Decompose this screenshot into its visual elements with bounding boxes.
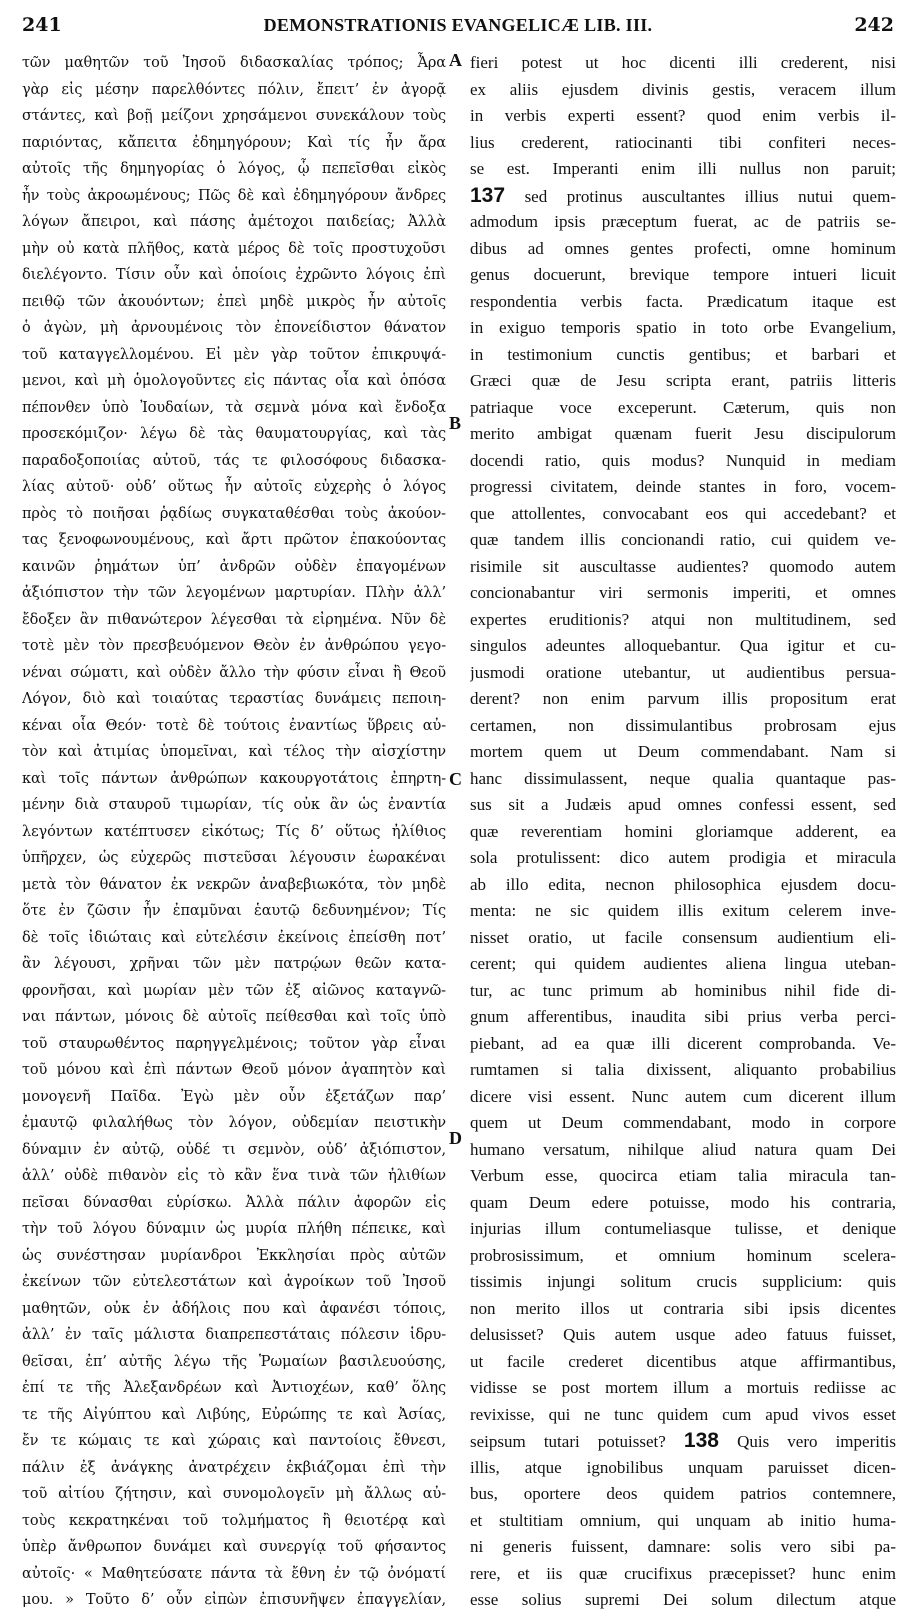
greek-line: μου. » Τοῦτο δ’ οὖν εἰπὼν ἐπισυνῆψεν ἐπαγγελίαν, <box>22 1592 446 1608</box>
greek-line: παριόντας, κἄπειτα ἐδημηγόρουν; Καὶ τίς ἦν ἄρα <box>22 134 446 151</box>
greek-line: πεῖσαι δύνασθαι εὑρίσκω. Ἀλλὰ πάλιν ἀφορῶν εἰς <box>22 1194 446 1211</box>
latin-line: cerent; qui quidem audientes aliena lingua uteban- <box>470 954 896 973</box>
latin-line: vidisse se post mortem illum a mortuis rediisse ac <box>470 1378 896 1397</box>
greek-line: λίας αὐτοῦ· οὐδ’ οὕτως ἦν αὐτοῖς εὐχερὴς ὁ λόγος <box>22 479 446 495</box>
latin-line: patriaque voce exceperunt. Cæterum, quis non <box>470 397 896 417</box>
latin-line: tur, ac tunc primum ab hominibus nihil fide di- <box>470 980 896 1000</box>
running-title: DEMONSTRATIONIS EVANGELICÆ LIB. III. <box>263 15 653 35</box>
latin-line: rumtamen si talia dixissent, aliquanto probabilius <box>470 1060 896 1079</box>
greek-line: μένην διὰ σταυροῦ τιμωρίαν, τίς οὐκ ἂν ὡς ἐναντία <box>22 797 446 813</box>
latin-line: risimile sit auscultasse audientes? quomodo autem <box>470 556 896 576</box>
latin-line: quem ut Deum commendabant, modo in corpore <box>470 1113 896 1132</box>
greek-line: πέπονθεν ὑπὸ Ἰουδαίων, τὰ σεμνὰ μόνα καὶ ἔνδοξα <box>22 399 446 416</box>
greek-line: κέναι οἷα Θεόν· τοτὲ δὲ τούτοις ἐναντίως ὕβρεις αὐ- <box>22 717 446 734</box>
latin-line: dibus ad omnes gentes profecti, omne hominum <box>470 238 896 258</box>
latin-line: ni generis fuissent, damnare: solis vero sibi pa- <box>470 1537 896 1556</box>
latin-line: expertes eruditionis? atqui non multitudinem, sed <box>470 609 896 629</box>
latin-line: ut facile crederet dicentibus atque affirmantibus, <box>470 1351 896 1371</box>
latin-line: singulos adeuntes alloquebantur. Qua igitur et cu- <box>470 636 896 655</box>
latin-line: admodum ipsis præceptum fuerat, ac de patriis se- <box>470 212 896 231</box>
greek-line: πρὸς τὸ ποιῆσαι ῥᾳδίως συγκαταθέσθαι τοὺς ἀκούον- <box>22 505 446 522</box>
latin-line: mortem quem ut Deum commendabant. Nam si <box>470 742 896 761</box>
latin-line: respondentia verbis facta. Prædicatum itaque est <box>470 291 896 311</box>
greek-line: τε τῆς Αἰγύπτου καὶ Λιβύης, Εὐρώπης τε καὶ Ἀσίας, <box>22 1406 446 1423</box>
greek-line: μενοι, καὶ μὴ ὁμολογοῦντες εἰς πάντας οἷα καὶ ὁπόσα <box>22 373 446 389</box>
latin-line: genus docuerunt, brevique tempore intueri licuit <box>470 265 896 284</box>
greek-line: ὑπῆρχεν, ὡς εὐχερῶς πιστεῦσαι λέγουσιν ἑωρακέναι <box>22 850 446 866</box>
latin-line: certamen, non dissimulantibus probrosam ejus <box>470 715 896 735</box>
greek-line: ὡς συνέστησαν μυρίανδροι Ἐκκλησίαι πρὸς αὐτῶν <box>22 1247 446 1264</box>
greek-line: παραδοξοποιίας αὐτοῦ, τάς τε φιλοσόφους διδασκα- <box>22 452 446 469</box>
section-marker-b: B <box>449 413 462 433</box>
section-marker-d: D <box>449 1128 462 1148</box>
greek-line: ἀξιόπιστον τὴν τῶν λεγομένων μαρτυρίαν. Πλὴν ἀλλ’ <box>22 585 446 601</box>
greek-line: ἀλλ’ ἐν ταῖς μάλιστα διαπρεπεστάταις πόλεσιν ἱδρυ- <box>22 1327 446 1343</box>
latin-line: gnum afferentibus, inaudita sibi prius verba perci- <box>470 1007 896 1026</box>
greek-line: ἐπί τε τῆς Ἀλεξανδρέων καὶ Ἀντιοχέων, καθ’ ὅλης <box>22 1380 446 1396</box>
greek-line: ὅτε ἐν ζῶσιν ἦν ἐπαμῦναι ἑαυτῷ δεδυνημένον; Τίς <box>22 903 446 919</box>
greek-line: τὴν τοῦ λόγου δύναμιν ὡς μυρία πλήθη πέπεικε, καὶ <box>22 1221 446 1237</box>
latin-line: nisset oratio, ut facile consensum audientium eli- <box>470 927 896 947</box>
latin-line: menta: ne sic quidem illis exitum celerem inve- <box>470 901 896 920</box>
greek-line: πάλιν ἐξ ἀνάγκης ἀνατρέχειν ἐκβιάζομαι ἐπὶ τὴν <box>22 1459 446 1476</box>
greek-line: προσεκόμιζον· λέγω δὲ τὰς θαυματουργίας, καὶ τὰς <box>22 426 446 442</box>
latin-line: quæ reverentiam homini gloriamque adderent, ea <box>470 821 896 841</box>
greek-line: πειθῷ τῶν ἀκουόντων; ἐπεὶ μηδὲ μικρὸς ἦν αὐτοῖς <box>22 293 446 310</box>
greek-line: τῶν μαθητῶν τοῦ Ἰησοῦ διδασκαλίας τρόπος; Ἆρα <box>22 55 446 71</box>
section-marker-c: C <box>449 769 462 789</box>
latin-line: et stultitiam omnium, qui unquam ab initio huma- <box>470 1510 896 1530</box>
greek-line: λεγόντων κατέπτυσεν εἰκότως; Τίς δ’ οὕτως ἠλίθιος <box>22 823 446 840</box>
greek-line: ἔδοξεν ἂν πιθανώτερον λέγεσθαι τὰ εἰρημένα. Νῦν δὲ <box>22 611 446 628</box>
latin-line: que attollentes, convocabant eos qui accedebant? et <box>470 503 896 523</box>
latin-line: bus, oportere deos quidem patrios contemnere, <box>470 1484 896 1503</box>
latin-line: rere, et iis quæ crucifixus præcepisset? hunc enim <box>470 1563 896 1583</box>
column-number-138: 138 <box>683 1429 719 1452</box>
latin-line: progressi civitatem, deinde stantes in foro, vocem- <box>470 477 896 496</box>
latin-line: delusisset? Quis autem usque adeo fatuus fuisset, <box>470 1325 896 1344</box>
greek-line: τοὺς κεκρατηκέναι τοῦ τολμήματος ἢ θειοτέρᾳ καὶ <box>22 1512 446 1529</box>
greek-line: τοῦ καταγγελλομένου. Εἰ μὲν γὰρ τοῦτον ἐπικρυψά- <box>22 346 446 363</box>
greek-line: καὶ τοῖς πάντων ἀνθρώπων κακουργοτάτοις ἐπηρτη- <box>22 770 446 787</box>
latin-line: injurias illum contumeliasque tulisse, et denique <box>470 1219 896 1238</box>
greek-line: ἦν τοὺς ἀκροωμένους; Πῶς δὲ καὶ ἐδημηγόρουν ἄνδρες <box>22 187 446 204</box>
latin-line: merito ambigat quænam fuerit Jesu discipulorum <box>470 424 896 443</box>
latin-line: se est. Imperanti enim illi nullus non paruit; <box>470 159 896 178</box>
greek-line: μαθητῶν, οὐκ ἐν ἀδήλοις που καὶ ἀφανέσι τόποις, <box>22 1300 446 1317</box>
latin-line: concionabantur viri sermonis imperiti, et omnes <box>470 583 896 602</box>
latin-line: in testimonium cunctis gentibus; et barbari et <box>470 344 896 364</box>
greek-line: τοῦ αἰτίου ζήτησιν, καὶ συνομολογεῖν μὴ ἄλλως αὐ- <box>22 1486 446 1502</box>
greek-line: ὁ ἀγὼν, μὴ ἀρνουμένοις τὸν ἐπονείδιστον θάνατον <box>22 320 446 336</box>
latin-line: sus sit a Judæis apud omnes confessi essent, sed <box>470 795 896 814</box>
greek-line: ἂν λέγουσι, χρῆναι τῶν μὲν πατρῴων θεῶν κατα- <box>22 956 446 972</box>
latin-line: revixisse, qui ne tunc quidem cum apud vivos esset <box>470 1404 896 1424</box>
latin-line: sola protulissent: dico autem prodigia et miracula <box>470 848 896 867</box>
greek-line: τοῦ μόνου καὶ ἐπὶ πάντων Θεοῦ μόνον ἀγαπητὸν καὶ <box>22 1062 446 1078</box>
greek-line: μετὰ τὸν θάνατον ἐκ νεκρῶν ἀναβεβιωκότα, τὸν μηδὲ <box>22 876 446 893</box>
greek-line: δύναμιν ἐν αὐτῷ, οὐδέ τι σεμνὸν, οὐδ’ ἀξιόπιστον, <box>22 1141 446 1158</box>
greek-line: καινῶν ῥημάτων ὑπ’ ἀνδρῶν οὐδὲν ἐπαγομένων <box>22 558 446 575</box>
left-page-number: 241 <box>22 14 62 36</box>
latin-line: illis, atque ignobilibus unquam paruisset dicen- <box>470 1457 896 1477</box>
latin-line: non merito illos ut contraria sibi ipsis dicentes <box>470 1298 896 1318</box>
greek-line: ἔν τε κώμαις τε καὶ χώραις καὶ παντοίοις ἔθνεσι, <box>22 1433 446 1449</box>
latin-line: tissimis injungi solitum crucis supplicium: quis <box>470 1272 896 1291</box>
greek-line: γὰρ εἰς μέσην παρελθόντες πόλιν, ἔπειτ’ ἐν ἀγορᾷ <box>22 81 446 98</box>
column-number-137: 137 <box>470 183 506 207</box>
greek-line: ὑπὲρ ἄνθρωπον δυνάμει καὶ συνεργίᾳ τοῦ φήσαντος <box>22 1539 446 1555</box>
greek-line: αὐτοῖς· « Μαθητεύσατε πάντα τὰ ἔθνη ἐν τῷ ὀνόματί <box>22 1565 446 1582</box>
latin-line: fieri potest ut hoc dicenti illi crederent, nisi <box>470 53 896 72</box>
latin-line: quam Deum edere potuisse, modo his contraria, <box>470 1192 896 1212</box>
greek-line: διελέγοντο. Τίσιν οὖν καὶ ὁποίοις ἐχρῶντο λόγοις ἐπὶ <box>22 267 446 283</box>
running-header <box>22 14 894 44</box>
latin-line-text: Quis vero imperitis <box>737 1432 896 1451</box>
latin-line: in exiguo temporis spatio in toto orbe Evangelium, <box>470 318 896 337</box>
latin-line: ex aliis ejusdem divinis gestis, veracem illum <box>470 79 896 99</box>
greek-line: ἐμαυτῷ φιλαλήθως τὸν λόγον, οὐδεμίαν πειστικὴν <box>22 1115 446 1131</box>
latin-line-text: seipsum tutari potuisset? <box>470 1432 666 1451</box>
greek-line: μονογενῆ Παῖδα. Ἐγὼ μὲν οὖν ἐξετάζων παρ’ <box>22 1088 446 1105</box>
latin-line-text: sed protinus auscultantes illius nutui quem- <box>524 186 896 206</box>
latin-line: ab illo edita, necnon philosophica ejusdem docu- <box>470 874 896 894</box>
latin-line: Verbum esse, quocirca etiam talia miracula tan- <box>470 1166 896 1185</box>
latin-line: quæ tandem illis concionandi ratio, cui quidem ve- <box>470 530 896 549</box>
right-page-number: 242 <box>854 14 894 36</box>
greek-line: ναι πάντων, μόνοις δὲ αὐτοῖς πείθεσθαι καὶ τοῖς ὑπὸ <box>22 1009 446 1025</box>
greek-line: λόγων ἄπειροι, καὶ πάσης ἀμέτοχοι παιδείας; Ἀλλὰ <box>22 214 446 230</box>
greek-line: τας ξενοφωνουμένους, καὶ ἄρτι πρῶτον ἐπακούοντας <box>22 532 446 548</box>
greek-column <box>22 50 446 1614</box>
latin-line <box>470 1428 896 1455</box>
greek-line: φρονῆσαι, καὶ μωρίαν μὲν τῶν ἐξ αἰῶνος καταγνῶ- <box>22 982 446 999</box>
greek-line: ἀλλ’ οὐδὲ πιθανὸν εἰς τὸ κἂν ἕνα τινὰ τῶν ἠλιθίων <box>22 1168 446 1184</box>
latin-line: dicere visi essent. Nunc autem cum dicerent illum <box>470 1086 896 1106</box>
greek-line: Λόγον, διὸ καὶ τοιαύτας τεραστίας δυνάμεις πεποιη- <box>22 691 446 707</box>
latin-line <box>470 183 896 210</box>
greek-line: μὴν οὐ κατὰ πλῆθος, κατὰ μέρος δὲ τοῖς προστυχοῦσι <box>22 240 446 257</box>
section-marker-a: A <box>449 50 462 70</box>
greek-line: δὲ τοῖς ἰδιώταις καὶ εὐτελέσιν ἐκείνοις ἐπείσθη ποτ’ <box>22 929 446 946</box>
greek-line: αὐτοῖς τῆς δημηγορίας ὁ λόγος, ᾧ πεπεῖσθαι εἰκὸς <box>22 161 446 177</box>
latin-line: piebant, ad ea quæ illi dicerent comprobanda. Ve- <box>470 1033 896 1053</box>
greek-line: θεῖσαι, ἐπ’ αὐτῆς λέγω τῆς Ῥωμαίων βασιλευούσης, <box>22 1353 446 1370</box>
greek-line: τοῦ σταυρωθέντος παρηγγελμένοις; τοῦτον γὰρ εἶναι <box>22 1035 446 1052</box>
greek-line: τὸν καὶ ἀτιμίας ὑπομεῖναι, καὶ τέλος τὴν αἰσχίστην <box>22 744 446 760</box>
latin-line: humano versatum, nihilque aliud natura quam Dei <box>470 1139 896 1159</box>
latin-line: lius crederent, ratiocinanti tibi confiteri neces- <box>470 132 896 152</box>
latin-line: Græci quæ de Jesu scripta erant, patriis litteris <box>470 371 896 390</box>
latin-line: probrosissimum, et omnium hominum scelera- <box>470 1245 896 1265</box>
greek-line: ἐκείνων τῶν εὐτελεστάτων καὶ ἀγροίκων τοῦ Ἰησοῦ <box>22 1274 446 1290</box>
latin-line: hanc dissimulassent, neque qualia quantaque pas- <box>470 768 896 788</box>
latin-column <box>470 50 896 1614</box>
latin-line: derent? non enim parvum illis propositum erat <box>470 689 896 708</box>
latin-line: esse solius supremi Dei solum dilectum atque <box>470 1590 896 1609</box>
greek-line: στάντες, καὶ βοῇ μείζονι χρησάμενοι συνεκάλουν τοὺς <box>22 108 446 124</box>
greek-line: νέναι σώματι, καὶ οὐδὲν ἄλλο τὴν φύσιν εἶναι ἢ Θεοῦ <box>22 664 446 681</box>
latin-line: jusmodi oratione utebantur, ut audientibus persua- <box>470 662 896 682</box>
latin-line: in verbis experti essent? quod enim verbis il- <box>470 106 896 125</box>
greek-line: τοτὲ μὲν τὸν πρεσβευόμενον Θεὸν ἐν ἀνθρώπου γεγο- <box>22 638 446 654</box>
latin-line: docendi ratio, quis modus? Nunquid in mediam <box>470 450 896 470</box>
